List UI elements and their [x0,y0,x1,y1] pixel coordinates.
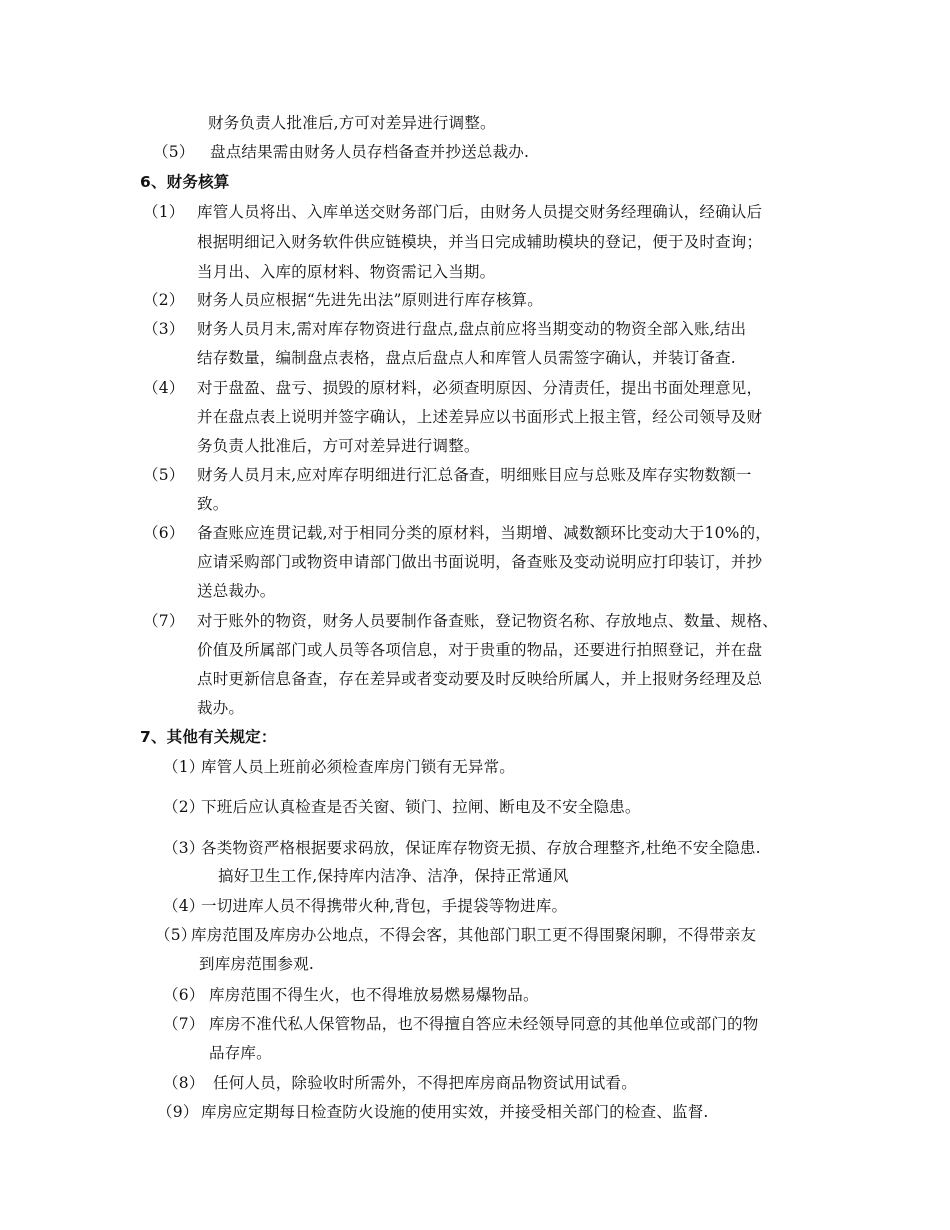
item-text: 库房范围不得生火，也不得堆放易燃易爆物品。 [209,986,539,1004]
item-text: 致。 [197,495,229,513]
item-number: （7） [163,1015,205,1033]
item-text: 对于盘盈、盘亏、损毁的原材料，必须查明原因、分清责任，提出书面处理意见， [197,379,763,397]
item-number: （2） [163,798,205,816]
item-number: （4） [163,897,205,915]
item-number: （2） [143,291,185,309]
item-number: （3） [143,320,185,338]
item-text: 价值及所属部门或人员等各项信息，对于贵重的物品，还要进行拍照登记，并在盘 [197,641,763,659]
item-text: 任何人员，除验收时所需外，不得把库房商品物资试用试看。 [213,1074,637,1092]
section-heading-6: 6、财务核算 [140,173,230,191]
item-text: 结存数量，编制盘点表格，盘点后盘点人和库管人员需签字确认，并装订备查. [197,349,736,367]
section-heading-7: 7、其他有关规定： [140,728,277,746]
item-text: 库管人员将出、入库单送交财务部门后，由财务人员提交财务经理确认，经确认后 [197,203,763,221]
item-number: （5） [143,466,185,484]
item-text: 到库房范围参观. [199,955,315,973]
item-number: （5） [155,926,197,944]
item-text: 库房不准代私人保管物品，也不得擅自答应未经领导同意的其他单位或部门的物 [209,1015,759,1033]
item-text: 品存库。 [209,1044,272,1062]
item-number: （1） [163,758,205,776]
item-text: 一切进库人员不得携带火种,背包，手提袋等物进库。 [201,897,568,915]
item-number: （5） [153,143,195,161]
item-text: 库房应定期每日检查防火设施的使用实效，并接受相关部门的检查、监督. [201,1103,709,1121]
item-text: 裁办。 [197,699,245,717]
item-text: 盘点结果需由财务人员存档备查并抄送总裁办. [210,143,530,161]
item-text: 应请采购部门或物资申请部门做出书面说明，备查账及变动说明应打印装订，并抄 [197,553,763,571]
item-text: 根据明细记入财务软件供应链模块，并当日完成辅助模块的登记，便于及时查询； [197,233,763,251]
item-number: （1） [143,203,185,221]
item-number: （7） [143,612,185,630]
item-text: 备查账应连贯记载,对于相同分类的原材料，当期增、减数额环比变动大于10%的， [197,524,771,542]
item-number: （8） [163,1074,205,1092]
item-text: 务负责人批准后，方可对差异进行调整。 [197,437,480,455]
item-text: 财务人员应根据“先进先出法”原则进行库存核算。 [197,291,543,309]
item-number: （3） [163,839,205,857]
item-text: 库房范围及库房办公地点，不得会客，其他部门职工更不得围聚闲聊，不得带亲友 [191,926,757,944]
item-text: 财务人员月末,需对库存物资进行盘点,盘点前应将当期变动的物资全部入账,结出 [197,320,747,338]
item-number: （4） [143,379,185,397]
item-text: 下班后应认真检查是否关窗、锁门、拉闸、断电及不安全隐患。 [201,798,641,816]
continuation-line: 财务负责人批准后,方可对差异进行调整。 [208,114,496,132]
item-text: 当月出、入库的原材料、物资需记入当期。 [197,263,496,281]
item-text: 搞好卫生工作,保持库内洁净、洁净，保持正常通风 [218,867,569,885]
item-text: 财务人员月末,应对库存明细进行汇总备查，明细账目应与总账及库存实物数额一 [197,466,752,484]
item-text: 并在盘点表上说明并签字确认，上述差异应以书面形式上报主管，经公司领导及财 [197,408,763,426]
item-number: （6） [163,986,205,1004]
item-number: （9） [157,1103,199,1121]
item-text: 点时更新信息备查，存在差异或者变动要及时反映给所属人，并上报财务经理及总 [197,670,763,688]
item-text: 对于账外的物资，财务人员要制作备查账，登记物资名称、存放地点、数量、规格、 [197,612,778,630]
item-text: 库管人员上班前必须检查库房门锁有无异常。 [201,758,516,776]
item-text: 送总裁办。 [197,582,276,600]
item-number: （6） [143,524,185,542]
item-text: 各类物资严格根据要求码放，保证库存物资无损、存放合理整齐,杜绝不安全隐患. [201,839,761,857]
